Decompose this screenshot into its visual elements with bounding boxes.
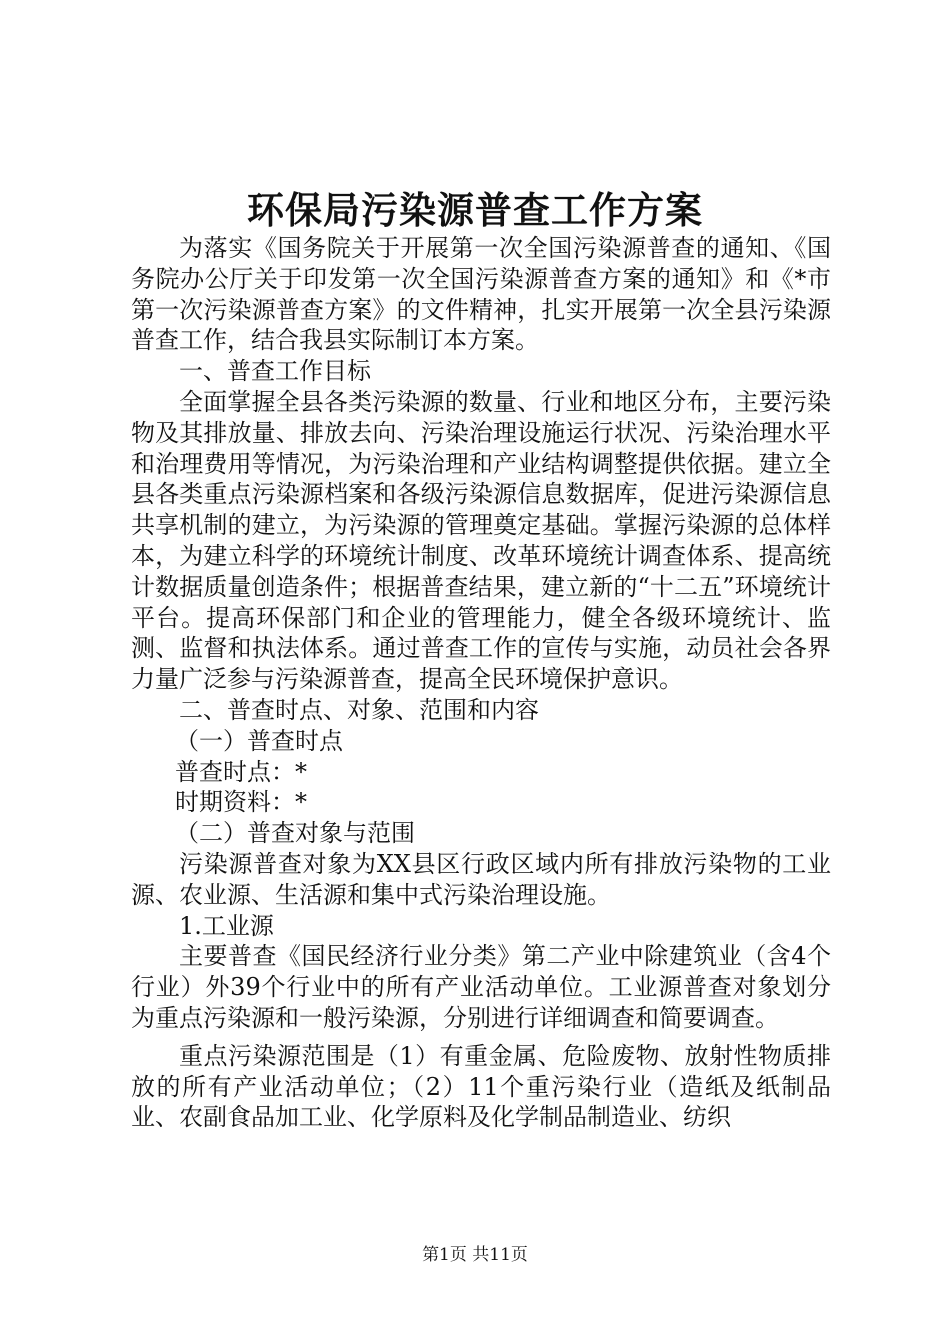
subsection-heading-objects: （二）普查对象与范围 <box>175 819 415 848</box>
paragraph-period-data: 时期资料：* <box>175 788 307 817</box>
document-body <box>131 233 831 1133</box>
section-heading-scope: 二、普查时点、对象、范围和内容 <box>179 695 539 724</box>
item-heading-industrial: 1.工业源 <box>179 911 274 940</box>
paragraph-time-point: 普查时点：* <box>175 757 307 786</box>
section-heading-goals: 一、普查工作目标 <box>179 357 371 386</box>
paragraph-intro: 为落实《国务院关于开展第一次全国污染源普查的通知、《国务院办公厅关于印发第一次全国污染源普查方案的通知》和《*市第一次污染源普查方案》的文件精神，扎实开展第一次全县污染源普查工作，结合我县实际制订本方案。 <box>131 234 831 355</box>
paragraph-key-sources: 重点污染源范围是（1）有重金属、危险废物、放射性物质排放的所有产业活动单位；（2）11个重污染行业（造纸及纸制品业、农副食品加工业、化学原料及化学制品制造业、纺织 <box>131 1041 831 1132</box>
document-title: 环保局污染源普查工作方案 <box>247 188 703 232</box>
subsection-heading-time: （一）普查时点 <box>175 726 343 755</box>
paragraph-objects: 污染源普查对象为XX县区行政区域内所有排放污染物的工业源、农业源、生活源和集中式污染治理设施。 <box>131 849 831 909</box>
page-footer: 第1页 共11页 <box>422 1245 528 1265</box>
paragraph-industrial: 主要普查《国民经济行业分类》第二产业中除建筑业（含4个行业）外39个行业中的所有产业活动单位。工业源普查对象划分为重点污染源和一般污染源，分别进行详细调查和简要调查。 <box>131 942 831 1032</box>
paragraph-goals: 全面掌握全县各类污染源的数量、行业和地区分布，主要污染物及其排放量、排放去向、污染治理设施运行状况、污染治理水平和治理费用等情况，为污染治理和产业结构调整提供依据。建立全县各类重点污染源档案和各级污染源信息数据库，促进污染源信息共享机制的建立，为污染源的管理奠定基础。掌握污染源的总体样本，为建立科学的环境统计制度、改革环境统计调查体系、提高统计数据质量创造条件；根据普查结果，建立新的“十二五”环境统计平台。提高环保部门和企业的管理能力，健全各级环境统计、监测、监督和执法体系。通过普查工作的宣传与实施，动员社会各界力量广泛参与污染源普查，提高全民环境保护意识。 <box>131 387 831 694</box>
